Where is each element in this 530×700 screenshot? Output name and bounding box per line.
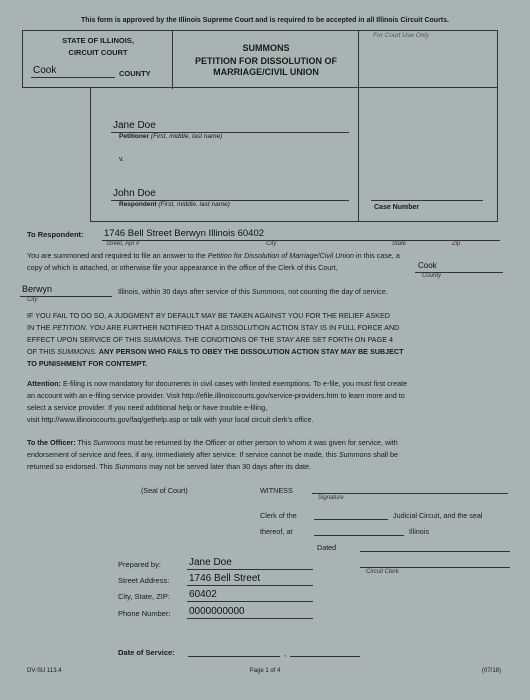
phone-number-field[interactable]: 0000000000	[189, 606, 245, 617]
summons-text: Illinois, within 30 days after service of this	[118, 287, 250, 296]
officer-text: Summons	[93, 438, 126, 447]
thereof-city-line[interactable]	[314, 535, 404, 536]
prepared-by-line	[187, 569, 313, 570]
officer-text: Summons	[338, 450, 372, 459]
attention-line-2: an account with an e-filing service provider. Visit http://efile.illinoiscourts.gov/service-providers.htm to learn more and to	[27, 391, 405, 400]
contempt-warning: ANY PERSON WHO FAILS TO OBEY THE DISSOLUTION ACTION STAY MAY BE SUBJECT	[98, 347, 404, 356]
respondent-caption	[119, 201, 230, 208]
officer-line-3	[27, 462, 311, 471]
county-label: COUNTY	[119, 69, 151, 78]
petition-title: Petition for Dissolution of Marriage/Civil Union	[207, 251, 354, 260]
caption-box	[22, 30, 498, 88]
circuit-clerk-label: Circuit Clerk	[366, 569, 399, 575]
parties-box	[90, 88, 358, 222]
warning-line-3	[27, 335, 393, 344]
respondent-label: Respondent	[119, 201, 157, 208]
court-use-label: For Court Use Only	[373, 32, 429, 39]
summons-line-3	[118, 287, 388, 296]
summons-text: in this case, a	[355, 251, 400, 260]
warning-text: . YOU ARE FURTHER NOTIFIED THAT A DISSOLUTION ACTION STAY IS IN FULL FORCE AND	[85, 323, 400, 332]
date-of-service-line-2[interactable]	[290, 656, 360, 657]
approval-notice: This form is approved by the Illinois Supreme Court and is required to be accepted in all Illinois Circuit Courts.	[81, 17, 449, 24]
state-label: State	[392, 241, 407, 247]
street-label: Street, Apt #	[106, 241, 140, 247]
summons-line-1	[27, 251, 400, 260]
illinois-label: Illinois	[409, 527, 429, 536]
warning-line-1: IF YOU FAIL TO DO SO, A JUDGMENT BY DEFAULT MAY BE TAKEN AGAINST YOU FOR THE RELIEF ASKED	[27, 311, 390, 320]
city-state-zip-field[interactable]: 60402	[189, 589, 217, 600]
officer-text: endorsement of service and fees, if any, immediately after service. If service cannot be made, this	[27, 450, 337, 459]
witness-label: WITNESS	[260, 486, 293, 495]
title-cell	[173, 31, 359, 89]
circuit-clerk-line[interactable]	[360, 567, 510, 568]
petitioner-hint: (First, middle, last name)	[150, 133, 223, 140]
page-number: Page 1 of 4	[249, 668, 281, 674]
warning-line-5: TO PUNISHMENT FOR CONTEMPT.	[27, 359, 148, 368]
court-use-column	[358, 88, 498, 222]
address-line	[102, 240, 500, 241]
attention-line-4: visit http://www.illinoiscourts.gov/faq/gethelp.asp or talk with your local circuit clerk's office.	[27, 415, 314, 424]
city-label: City	[266, 241, 277, 247]
warning-text: EFFECT UPON SERVICE OF THIS	[27, 335, 142, 344]
summons-word: Summons	[251, 287, 285, 296]
to-respondent-label: To Respondent:	[27, 230, 84, 239]
clerk-county-field[interactable]: Cook	[418, 261, 437, 270]
case-number-label: Case Number	[374, 204, 420, 211]
date-separator: ,	[284, 649, 287, 658]
prepared-by-field[interactable]: Jane Doe	[189, 557, 232, 568]
signature-label: Signature	[318, 495, 344, 501]
summons-line-2: copy of which is attached, or otherwise file your appearance in the office of the Clerk of this Court,	[27, 263, 338, 272]
warning-line-2	[27, 323, 399, 332]
officer-text: may not be served later than 30 days after its date.	[149, 462, 311, 471]
date-of-service-label: Date of Service:	[118, 648, 175, 657]
warning-text: .	[94, 347, 97, 356]
officer-line-2	[27, 450, 398, 459]
prepared-by-label: Prepared by:	[118, 560, 161, 569]
summons-text: You are summoned and required to file an answer to the	[27, 251, 206, 260]
warning-text: IN THE	[27, 323, 51, 332]
city-state-zip-label: City, State, ZIP:	[118, 592, 170, 601]
officer-label: To the Officer:	[27, 438, 76, 447]
signature-line[interactable]	[312, 493, 508, 494]
city-state-zip-line	[187, 601, 313, 602]
attention-text: E-filing is now mandatory for documents in civil cases with limited exemptions. To e-file, you must first create	[62, 379, 408, 388]
dated-line[interactable]	[360, 551, 510, 552]
attention-line-3: select a service provider. If you need additional help or have trouble e-filing,	[27, 403, 268, 412]
county-underline	[31, 77, 115, 78]
case-number-line	[371, 200, 483, 201]
attention-label: Attention:	[27, 379, 61, 388]
judicial-circuit-label: Judicial Circuit, and the seal	[393, 511, 483, 520]
warning-text: OF THIS	[27, 347, 56, 356]
thereof-at-label: thereof, at	[260, 527, 293, 536]
zip-label: Zip	[452, 241, 461, 247]
officer-text: This	[77, 438, 92, 447]
clerk-county-label: County	[422, 273, 442, 279]
form-subtitle-2: MARRIAGE/CIVIL UNION	[213, 67, 319, 77]
street-address-field[interactable]: 1746 Bell Street	[189, 573, 261, 584]
street-address-line	[187, 585, 313, 586]
form-subtitle-1: PETITION FOR DISSOLUTION OF	[194, 56, 337, 66]
respondent-hint: (First, middle, last name)	[158, 201, 230, 208]
officer-line-1	[27, 438, 398, 447]
form-id: DV-SU 113.4	[27, 668, 62, 674]
county-field[interactable]: Cook	[33, 65, 57, 76]
officer-text: must be returned by the Officer or other person to whom it was given for service, with	[127, 438, 398, 447]
petitioner-label: Petitioner	[119, 133, 149, 140]
form-date: (07/18)	[482, 668, 502, 674]
phone-number-label: Phone Number:	[118, 609, 171, 618]
petitioner-caption	[119, 133, 222, 140]
circuit-court-line: CIRCUIT COURT	[68, 48, 128, 57]
warning-line-4	[27, 347, 404, 356]
petitioner-name[interactable]: Jane Doe	[113, 120, 156, 131]
street-address-label: Street Address:	[118, 576, 170, 585]
form-title: SUMMONS	[242, 43, 290, 53]
warning-text: . THE CONDITIONS OF THE STAY ARE SET FORTH ON PAGE 4	[180, 335, 393, 344]
seal-of-court: (Seal of Court)	[141, 486, 188, 495]
dated-label: Dated	[317, 543, 337, 552]
respondent-address[interactable]: 1746 Bell Street Berwyn Illinois 60402	[104, 228, 265, 239]
attention-line-1	[27, 379, 407, 388]
clerk-of-the-label: Clerk of the	[260, 511, 297, 520]
warning-text: SUMMONS	[57, 347, 95, 356]
date-of-service-line-1[interactable]	[188, 656, 280, 657]
state-cell	[23, 31, 173, 89]
officer-text: Summons	[114, 462, 148, 471]
versus-label: v.	[119, 156, 124, 163]
officer-text: shall be	[373, 450, 399, 459]
respondent-name[interactable]: John Doe	[113, 188, 156, 199]
clerk-city-field[interactable]: Berwyn	[22, 284, 53, 294]
warning-text: PETITION	[52, 323, 86, 332]
warning-text: SUMMONS	[143, 335, 181, 344]
summons-text: , not counting the day of service.	[284, 287, 388, 296]
phone-number-line	[187, 618, 313, 619]
clerk-city-label: City	[27, 297, 38, 303]
officer-text: returned so endorsed. This	[27, 462, 113, 471]
state-line: STATE OF ILLINOIS,	[62, 36, 134, 45]
judicial-circuit-line[interactable]	[314, 519, 388, 520]
